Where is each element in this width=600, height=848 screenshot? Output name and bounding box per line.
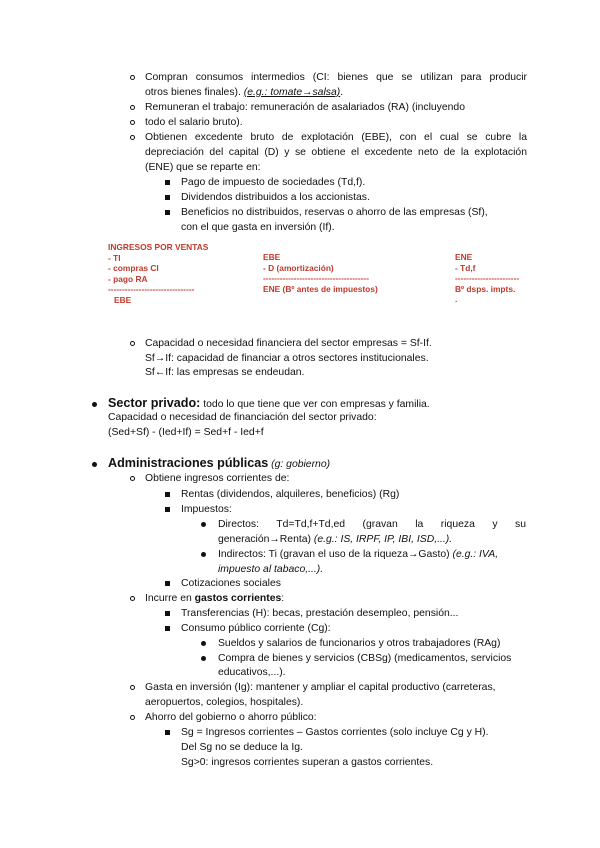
text-line: Capacidad o necesidad financiera del sector empresas = Sf-If. xyxy=(145,338,432,349)
bullet-square xyxy=(165,626,170,631)
diagram-line: -------------------------------------- xyxy=(263,273,369,283)
text-span: Incurre en xyxy=(145,593,195,604)
text-line: Gasta en inversión (Ig): mantener y ampliar el capital productivo (carreteras, xyxy=(145,682,496,693)
diagram-line: - TI xyxy=(108,252,121,263)
text-span: . xyxy=(340,87,344,98)
text-span: (g: gobierno) xyxy=(268,459,331,470)
bullet-circle xyxy=(130,596,135,601)
bullet-circle xyxy=(130,685,135,690)
diagram-line: ENE (Bº antes de impuestos) xyxy=(263,283,378,294)
diagram-line: - pago RA xyxy=(108,273,148,284)
text-span: gastos corrientes xyxy=(194,593,282,604)
example-text: (e.g.: IVA, xyxy=(452,549,499,560)
example-text: (e.g.: tomate→salsa) xyxy=(243,87,341,98)
bullet-dot xyxy=(201,522,206,527)
text-line: Consumo público corriente (Cg): xyxy=(181,623,331,634)
bullet-dot xyxy=(201,552,206,557)
income-diagram-col2 xyxy=(263,252,378,294)
text-line: Cotizaciones sociales xyxy=(181,578,281,589)
bullet-circle xyxy=(130,120,135,125)
text-line xyxy=(218,548,498,562)
text-line xyxy=(145,86,343,100)
text-line: Sf←If: las empresas se endeudan. xyxy=(145,367,305,378)
section-title: Sector privado: xyxy=(108,396,201,410)
bullet-square xyxy=(165,611,170,616)
diagram-line: ------------------------------- xyxy=(108,284,195,294)
bullet-circle xyxy=(130,105,135,110)
diagram-line: - D (amortización) xyxy=(263,262,334,273)
text-line: Pago de impuesto de sociedades (Td,f). xyxy=(181,177,366,188)
text-line: Compra de bienes y servicios (CBSg) (medicamentos, servicios xyxy=(218,653,512,664)
text-line: aeropuertos, colegios, hospitales). xyxy=(145,697,304,708)
text-span: : xyxy=(281,593,285,604)
text-line xyxy=(218,533,452,547)
text-line: Del Sg no se deduce la Ig. xyxy=(181,742,303,753)
diagram-line: EBE xyxy=(263,252,281,262)
text-line: Remuneran el trabajo: remuneración de asalariados (RA) (incluyendo xyxy=(145,102,465,113)
text-line: impuesto al tabaco,...). xyxy=(218,564,324,575)
diagram-line: . xyxy=(455,294,458,304)
bullet-circle xyxy=(130,341,135,346)
text-line: Capacidad o necesidad de financiación del sector privado: xyxy=(108,412,377,423)
diagram-line: ENE xyxy=(455,252,473,262)
bullet-square xyxy=(165,210,170,215)
text-span: otros bienes finales). xyxy=(145,87,244,98)
text-line: Sg = Ingresos corrientes – Gastos corrientes (solo incluye Cg y H). xyxy=(181,727,489,738)
formula-line: (Sed+Sf) - (Ied+If) = Sed+f - Ied+f xyxy=(108,427,264,438)
text-line: Beneficios no distribuidos, reservas o ahorro de las empresas (Sf), xyxy=(181,207,488,218)
text-line: Sueldos y salarios de funcionarios y otros trabajadores (RAg) xyxy=(218,638,501,649)
text-line: Obtienen excedente bruto de explotación (EBE), con el cual se cubre la xyxy=(145,132,527,143)
income-diagram-col1 xyxy=(108,242,208,305)
text-line: con el que gasta en inversión (If). xyxy=(181,222,335,233)
example-text: (e.g.: IS, IRPF, IP, IBI, ISD,...). xyxy=(313,534,453,545)
text-span: Indirectos: Ti (gravan el uso de la riqueza→Gasto) xyxy=(218,549,453,560)
diagram-line: Bº dsps. impts. xyxy=(455,283,516,294)
bullet-circle xyxy=(130,715,135,720)
text-line: (ENE) que se reparte en: xyxy=(145,162,261,173)
bullet-square xyxy=(165,180,170,185)
text-line: Transferencias (H): becas, prestación desempleo, pensión... xyxy=(181,608,459,619)
text-line xyxy=(108,396,430,412)
text-line xyxy=(145,592,284,606)
text-span: generación→Renta) xyxy=(218,534,314,545)
text-line: Ahorro del gobierno o ahorro público: xyxy=(145,712,317,723)
section-title: Administraciones públicas xyxy=(108,456,269,470)
text-line: Obtiene ingresos corrientes de: xyxy=(145,473,290,484)
bullet-square xyxy=(165,492,170,497)
diagram-line: ----------------------- xyxy=(455,273,520,283)
text-line: Impuestos: xyxy=(181,504,232,515)
text-line: todo el salario bruto). xyxy=(145,117,243,128)
text-span: todo lo que tiene que ver con empresas y familia. xyxy=(200,399,430,410)
bullet-dot xyxy=(201,641,206,646)
bullet-dot xyxy=(92,402,97,407)
text-line: depreciación del capital (D) y se obtiene el excedente neto de la explotación xyxy=(145,147,527,158)
bullet-dot xyxy=(201,656,206,661)
bullet-square xyxy=(165,507,170,512)
bullet-circle xyxy=(130,75,135,80)
text-line: Sf→If: capacidad de financiar a otros sectores institucionales. xyxy=(145,353,429,364)
diagram-line: INGRESOS POR VENTAS xyxy=(108,242,209,252)
bullet-circle xyxy=(130,135,135,140)
text-line: educativos,...). xyxy=(218,667,286,678)
text-line xyxy=(108,456,330,472)
diagram-line: - compras CI xyxy=(108,263,159,273)
diagram-line: - Td,f xyxy=(455,262,476,273)
income-diagram-col3 xyxy=(455,252,519,305)
bullet-square xyxy=(165,730,170,735)
bullet-dot xyxy=(92,462,97,467)
text-line: Dividendos distribuidos a los accionistas. xyxy=(181,192,370,203)
diagram-line: EBE xyxy=(114,294,132,305)
text-line: Sg>0: ingresos corrientes superan a gastos corrientes. xyxy=(181,757,434,768)
bullet-square xyxy=(165,581,170,586)
text-line: Rentas (dividendos, alquileres, beneficios) (Rg) xyxy=(181,489,400,500)
bullet-square xyxy=(165,195,170,200)
text-line: Compran consumos intermedios (CI: bienes que se utilizan para producir xyxy=(145,72,527,83)
text-line: Directos: Td=Td,f+Td,ed (gravan la riqueza y su xyxy=(218,519,526,530)
bullet-circle xyxy=(130,476,135,481)
